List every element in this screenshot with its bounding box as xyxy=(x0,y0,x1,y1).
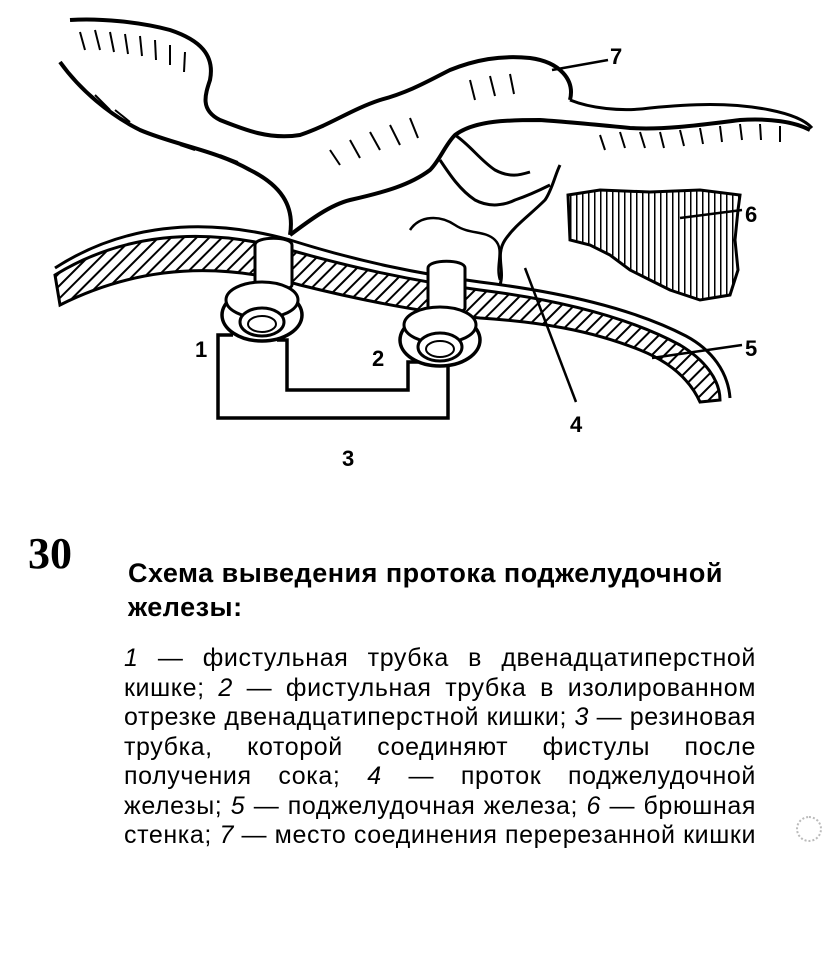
figure-legend xyxy=(124,644,756,851)
legend-number: 3 xyxy=(574,703,590,731)
legend-text: — поджелудочная железа; xyxy=(245,791,587,820)
legend-text: — брюшная стенка; xyxy=(124,791,756,849)
legend-number: 4 xyxy=(367,762,382,790)
legend-number: 2 xyxy=(218,673,233,702)
scan-artifact xyxy=(796,816,822,842)
abdominal-wall xyxy=(568,190,740,300)
label-1: 1 xyxy=(195,337,208,362)
legend-number: 6 xyxy=(586,791,602,820)
legend-number: 5 xyxy=(230,791,246,820)
label-7: 7 xyxy=(610,44,623,69)
label-6: 6 xyxy=(745,202,758,227)
label-2: 2 xyxy=(372,346,385,371)
label-4: 4 xyxy=(570,412,583,437)
legend-text: — фистульная трубка в двенадцатиперстной кишке; xyxy=(124,644,756,702)
figure-number: 30 xyxy=(28,529,72,578)
rubber-tube-inner xyxy=(277,340,418,390)
legend-text: — место соединения перерезанной кишки xyxy=(233,821,757,849)
figure-caption-title: Схема выведения протока поджелудочной железы: xyxy=(128,558,723,622)
legend-entry-5 xyxy=(231,792,587,820)
label-3: 3 xyxy=(342,446,355,471)
legend-number: 1 xyxy=(124,644,139,672)
legend-entry-7 xyxy=(219,821,756,849)
legend-text: — резиновая трубка, которой соединяют фистулы после получения сока; xyxy=(124,703,756,790)
label-5: 5 xyxy=(745,336,758,361)
fistula-tube-2 xyxy=(400,261,480,366)
legend-text: — проток поджелудочной железы; xyxy=(124,762,756,820)
legend-number: 7 xyxy=(219,821,234,849)
legend-text: — фистульная трубка в изолированном отрезке двенадцатиперстной кишки; xyxy=(124,673,756,731)
